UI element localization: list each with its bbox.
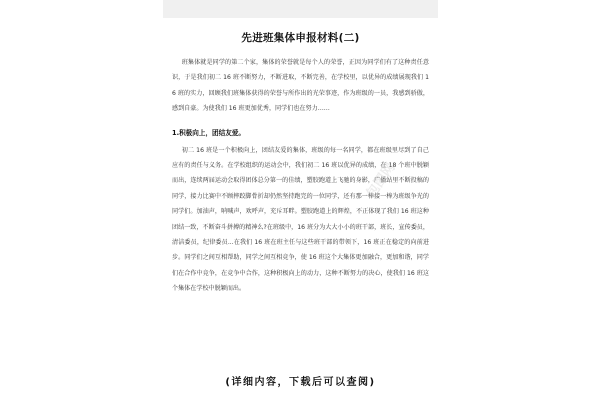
body-paragraph: 初二 16 班是一个积极向上，团结友爱的集体，班级的每一名同学，都在班级里尽到了自己应有的责任与义务。在学校组织的运动会中，我们初二 16 班以优异的成绩，在 18 个班中脱颖而出，连续两届运动会取得团体总分第一的佳绩，塑胶跑道上飞驰的身影，广播站里不断投稿的同学，接力比赛中不顾摔跤脚骨折却仍然坚持跑完的一位同学，还有那一棒接一棒为班级争光的同学们。加油声，呐喊声，欢呼声，充斥耳畔。塑胶跑道上的辉煌，不正体现了我们 16 班这种团结一致，不断奋斗拼搏的精神么?在班级中，16 班分为大大小小的班干部，班长，宣传委员，清洁委员，纪律委员...在我们 16 班在班主任与这些班干部的带领下，16 班正在稳定的向前进步。同学们之间互相帮助，同学之间互相竞争，使 16 班这个大集体更加融合，更加和谐，同学们在合作中竞争，在竞争中合作，这种积极向上的动力，这种不断努力的决心，使我们 16 班这个集体在学校中脱颖而出。 [172, 146, 429, 293]
watermark-text: 包图网 [363, 160, 399, 201]
top-gray-bar [163, 0, 438, 18]
document-page [172, 30, 429, 297]
download-note: (详细内容，下载后可以查阅) [225, 377, 376, 388]
section-heading: 1.积极向上，团结友爱。 [172, 128, 246, 137]
intro-paragraph: 班集体就是同学的第二个家，集体的荣誉就是每个人的荣誉，正因为同学们有了这种责任意识，于是我们初二 16 班不断努力，不断进取，不断完善，在学校里，以优异的成绩展现我们 16 班的实力，回顾我们班集体获得的荣誉与所作出的光荣事迹，作为班级的一员，我感到骄傲，感到自豪。为使我们 16 班更加优秀，同学们也在努力…… [172, 59, 429, 113]
document-title: 先进班集体申报材料(二) [241, 32, 360, 44]
